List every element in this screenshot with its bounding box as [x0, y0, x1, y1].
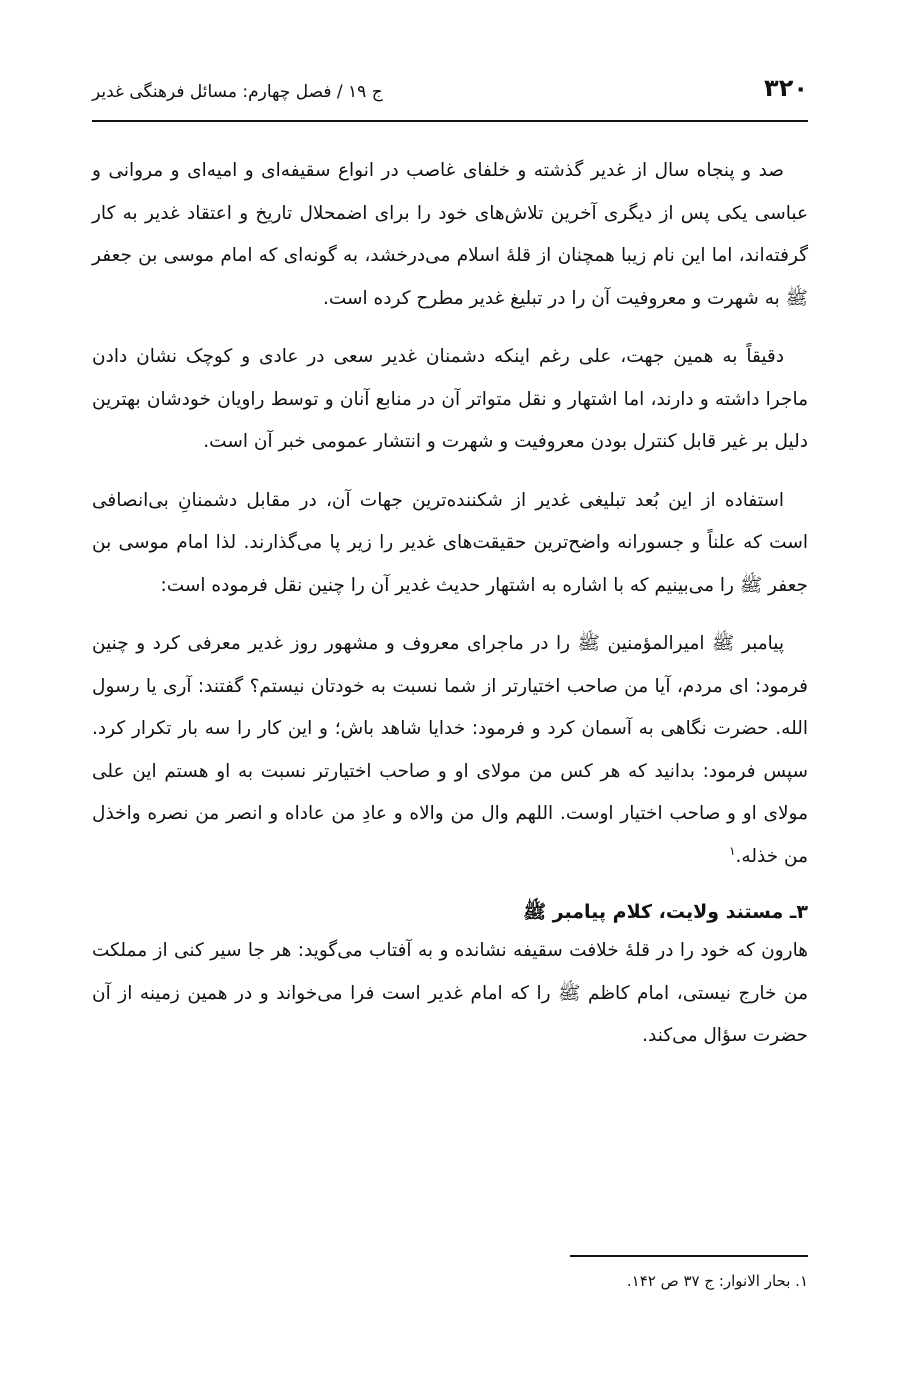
- footnote-marker: ۱: [729, 843, 736, 858]
- paragraph-5: هارون که خود را در قلهٔ خلافت سقیفه نشانده و به آفتاب می‌گوید: هر جا سیر کنی از مملکت من خارج نیستی، امام کاظم ﷺ را که امام غدیر است فرا می‌خواند و در همین زمینه از آن حضرت سؤال می‌کند.: [92, 940, 808, 1046]
- running-head: ج ۱۹ / فصل چهارم: مسائل فرهنگی غدیر: [92, 82, 383, 102]
- paragraph-4: [92, 623, 808, 878]
- section-heading: ۳ـ مستند ولایت، کلام پیامبر ﷺ: [523, 901, 808, 923]
- page-header: [92, 72, 808, 122]
- paragraph-1: صد و پنجاه سال از غدیر گذشته و خلفای غاصب در انواع سقیفه‌ای و امیه‌ای و مروانی و عباسی یکی پس از دیگری آخرین تلاش‌های خود را برای اضمحلال تاریخ و اعتقاد غدیر به کار گرفته‌اند، اما این نام زیبا همچنان از قلهٔ اسلام می‌درخشد، به گونه‌ای که امام موسی بن جعفر ﷺ به شهرت و معروفیت آن را در تبلیغ غدیر مطرح کرده است.: [92, 160, 808, 309]
- footnote: ۱. بحار الانوار: ج ۳۷ ص ۱۴۲.: [626, 1272, 808, 1290]
- page-number: ۳۲۰: [764, 74, 808, 102]
- paragraph-4-text: پیامبر ﷺ امیرالمؤمنین ﷺ را در ماجرای معروف و مشهور روز غدیر معرفی کرد و چنین فرمود: ای مردم، آیا من صاحب اختیارتر از شما نسبت به خودتان نیستم؟ گفتند: آری یا رسول الله. حضرت نگاهی به آسمان کرد و فرمود: خدایا شاهد باش؛ و این کار را سه بار تکرار کرد. سپس فرمود: بدانید که هر کس من مولای او و صاحب اختیارتر نسبت به او هستم این علی مولای او و صاحب اختیار اوست. اللهم وال من والاه و عادِ من عاداه و انصر من نصره واخذل من خذله.: [92, 633, 808, 867]
- page-body: [92, 150, 808, 1058]
- paragraph-2: دقیقاً به همین جهت، علی رغم اینکه دشمنان غدیر سعی در عادی و کوچک نشان دادن ماجرا داشته و دارند، اما اشتهار و نقل متواتر آن در منابع آنان و توسط راویان خودشان بهترین دلیل بر غیر قابل کنترل بودن معروفیت و شهرت و انتشار عمومی خبر آن است.: [92, 346, 808, 452]
- paragraph-3: استفاده از این بُعد تبلیغی غدیر از شکننده‌ترین جهات آن، در مقابل دشمنانِ بی‌انصافی است که علناً و جسورانه واضح‌ترین حقیقت‌های غدیر را زیر پا می‌گذارند. لذا امام موسی بن جعفر ﷺ را می‌بینیم که با اشاره به اشتهار حدیث غدیر آن را چنین نقل فرموده است:: [92, 489, 808, 596]
- footnote-divider: [570, 1255, 808, 1257]
